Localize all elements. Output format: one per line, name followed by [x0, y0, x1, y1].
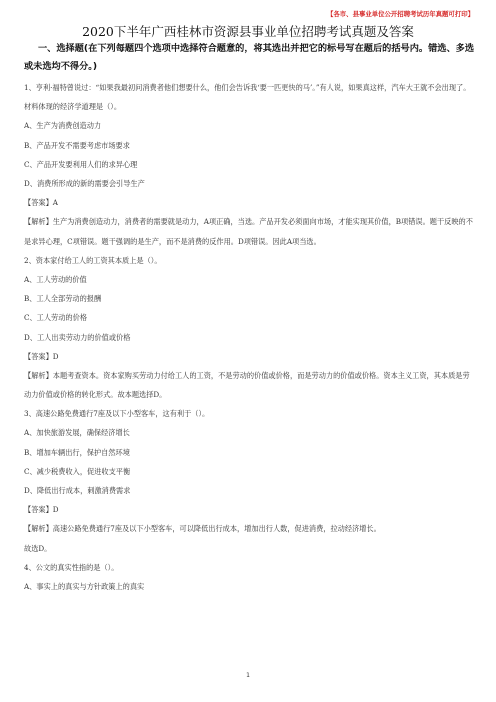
option-d: D、消费所形成的新的需要会引导生产	[24, 178, 145, 188]
analysis: 【解析】生产为消费创造动力，消费者的需要就是动力，A项正确，当选。产品开发必须面向市场，才能实现其价值，B项错误。题干反映的不是求异心理，C项错误。题干强调的是生产，而不是消费的反作用。D项错误。因此A项当选。	[24, 217, 473, 246]
option-c: C、减少税费收入，促进收支平衡	[24, 466, 131, 476]
analysis: 【解析】本题考查资本。资本家购买劳动力付给工人的工资，不是劳动的价值或价格，而是劳动力的价值或价格。资本主义工资，其本质是劳动力价值或价格的转化形式。故本题选择D。	[24, 370, 470, 400]
option-a: A、工人劳动的价值	[24, 274, 87, 284]
answer: 【答案】D	[24, 351, 59, 361]
option-a: A、生产为消费创造动力	[24, 121, 102, 131]
option-a: A、事实上的真实与方针政策上的真实	[24, 581, 145, 591]
answer: 【答案】A	[24, 198, 58, 208]
section-heading: 一、选择题(在下列每题四个选项中选择符合题意的，将其选出并把它的标号写在题后的括号内。错选、多选或未选均不得分。)	[24, 43, 475, 72]
option-c: C、工人劳动的价格	[24, 313, 88, 323]
option-b: B、工人全部劳动的报酬	[24, 294, 102, 304]
option-b: B、产品开发不需要考虑市场要求	[24, 140, 130, 150]
question-stem: 1、亨利·福特曾说过：“如果我最初问消费者他们想要什么，他们会告诉我‘要一匹更快的马’。”有人说，如果真这样，汽车大王就不会出现了。材料体现的经济学道理是（）。	[24, 83, 471, 112]
option-d: D、降低出行成本，刺激消费需求	[24, 486, 131, 496]
question-list	[24, 78, 474, 596]
option-b: B、增加车辆出行，保护自然环境	[24, 447, 130, 457]
analysis: 【解析】高速公路免费通行7座及以下小型客车，可以降低出行成本，增加出行人数，促进消费，拉动经济增长。	[24, 524, 381, 534]
page-number: 1	[246, 672, 250, 679]
option-a: A、加快旅游发展，确保经济增长	[24, 428, 130, 438]
page-title: 2020下半年广西桂林市资源县事业单位招聘考试真题及答案	[82, 24, 414, 39]
question-stem: 3、高速公路免费通行7座及以下小型客车，这有利于（）。	[24, 409, 210, 419]
header-banner: 【各市、县事业单位公开招聘考试历年真题可打印】	[327, 10, 474, 18]
answer: 【答案】D	[24, 505, 59, 515]
conclusion: 故选D。	[24, 543, 52, 553]
question-stem: 4、公文的真实性指的是（）。	[24, 562, 119, 572]
question-stem: 2、资本家付给工人的工资其本质上是（）。	[24, 255, 162, 265]
option-c: C、产品开发要利用人们的求异心理	[24, 159, 138, 169]
option-d: D、工人出卖劳动力的价值或价格	[24, 332, 131, 342]
